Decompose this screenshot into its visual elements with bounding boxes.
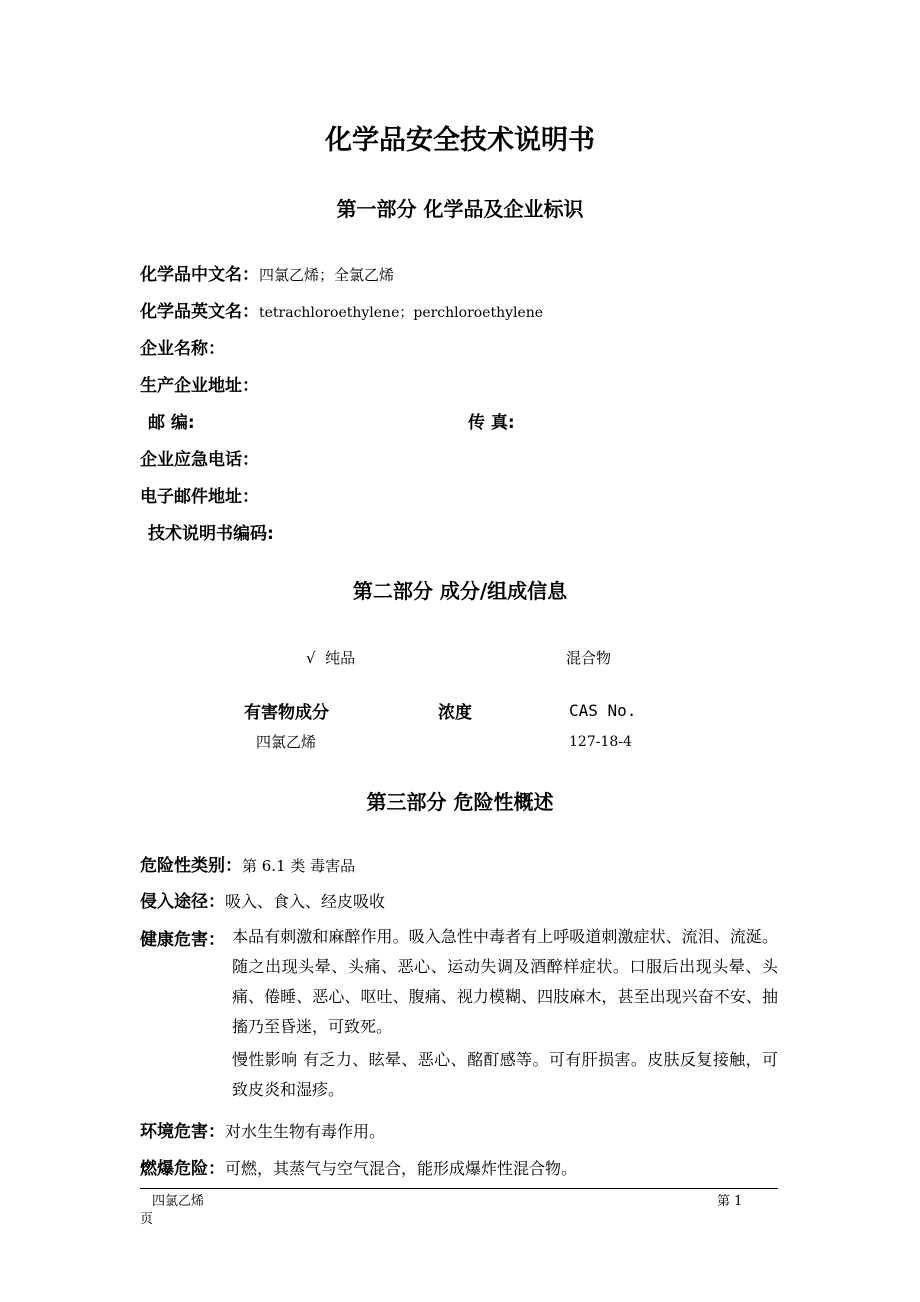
health-hazard-chronic-text: 慢性影响 有乏力、眩晕、恶心、酩酊感等。可有肝损害。皮肤反复接触，可致皮炎和湿疹。	[232, 1050, 778, 1099]
column-header-concentration: 浓度	[438, 703, 472, 723]
environment-hazard-row	[140, 1117, 385, 1142]
chemical-cn-name-value: 四氯乙烯；全氯乙烯	[259, 266, 395, 284]
mixture-label: 混合物	[566, 649, 612, 667]
company-address-label: 生产企业地址：	[140, 376, 259, 396]
section-heading-part3: 第三部分 危险性概述	[366, 790, 554, 814]
footer-page-suffix: 页	[140, 1212, 154, 1227]
footer-page-number: 第 1	[717, 1194, 743, 1209]
exposure-route-label: 侵入途径：	[140, 892, 225, 912]
hazard-class-row	[140, 851, 355, 876]
chemical-en-name-value: tetrachloroethylene；perchloroethylene	[259, 305, 544, 321]
company-name-label: 企业名称：	[140, 339, 225, 359]
footer-document-name: 四氯乙烯	[152, 1194, 205, 1209]
chemical-cn-name-row	[140, 260, 394, 285]
health-hazard-label: 健康危害：	[140, 930, 225, 950]
chemical-en-name-label: 化学品英文名：	[140, 302, 259, 322]
check-mark-icon: √	[306, 649, 316, 667]
exposure-route-value: 吸入、食入、经皮吸收	[225, 892, 386, 911]
health-hazard-acute-text: 本品有刺激和麻醉作用。吸入急性中毒者有上呼吸道刺激症状、流泪、流涎。随之出现头晕、头痛、恶心、运动失调及酒醉样症状。口服后出现头晕、头痛、倦睡、恶心、呕吐、腹痛、视力模糊、四肢麻木，甚至出现兴奋不安、抽搐乃至昏迷，可致死。	[232, 927, 778, 1036]
cas-number-cell: 127-18-4	[569, 734, 632, 750]
fire-hazard-row	[140, 1154, 577, 1179]
environment-hazard-label: 环境危害：	[140, 1122, 225, 1142]
section-heading-part1: 第一部分 化学品及企业标识	[336, 197, 584, 221]
pure-substance-label: 纯品	[325, 649, 356, 667]
emergency-phone-label: 企业应急电话：	[140, 450, 259, 470]
exposure-route-row	[140, 887, 385, 912]
footer-divider	[140, 1188, 778, 1189]
column-header-cas: CAS No.	[569, 701, 637, 720]
fire-hazard-value: 可燃，其蒸气与空气混合，能形成爆炸性混合物。	[225, 1159, 578, 1178]
environment-hazard-value: 对水生生物有毒作用。	[225, 1122, 386, 1141]
component-cell: 四氯乙烯	[256, 733, 317, 751]
spec-code-label: 技术说明书编码:	[148, 524, 274, 544]
section-heading-part2: 第二部分 成分/组成信息	[352, 579, 568, 603]
postcode-label: 邮 编:	[148, 413, 195, 433]
fax-label: 传 真:	[468, 413, 515, 433]
chemical-en-name-row	[140, 297, 543, 322]
hazard-class-value: 第 6.1 类 毒害品	[242, 857, 356, 875]
chemical-cn-name-label: 化学品中文名：	[140, 265, 259, 285]
document-title: 化学品安全技术说明书	[325, 125, 595, 156]
hazard-class-label: 危险性类别：	[140, 856, 242, 876]
email-address-label: 电子邮件地址：	[140, 487, 259, 507]
fire-hazard-label: 燃爆危险：	[140, 1159, 225, 1179]
column-header-component: 有害物成分	[244, 703, 329, 723]
pure-substance-option	[306, 647, 355, 668]
